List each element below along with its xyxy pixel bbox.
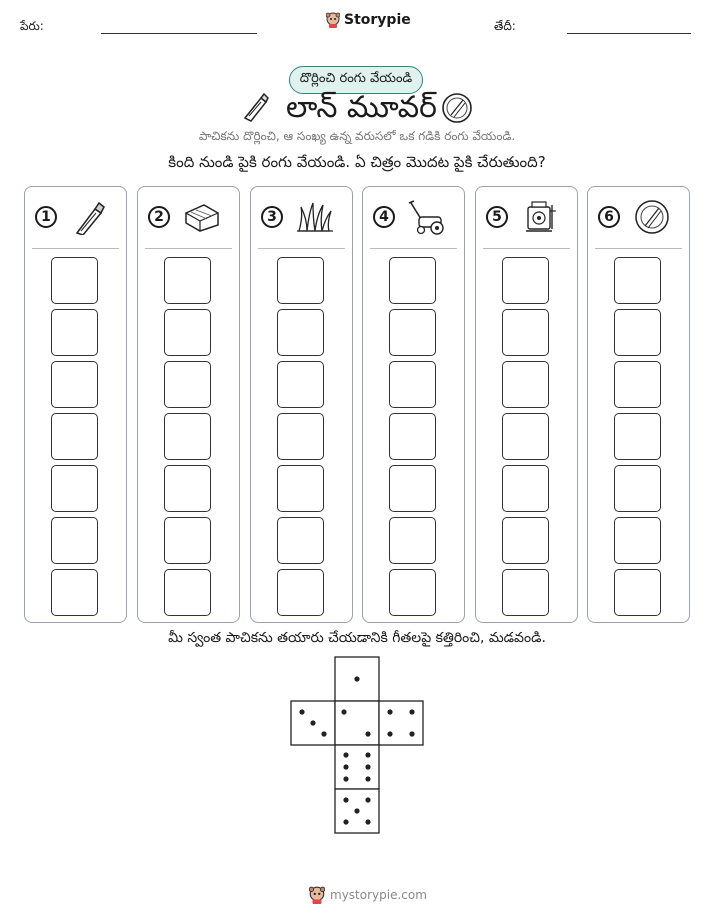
column-number: 2 [148, 206, 170, 228]
color-cell[interactable] [51, 413, 98, 460]
color-cell[interactable] [502, 465, 549, 512]
date-field[interactable] [567, 33, 691, 34]
brand-logo [326, 12, 411, 28]
column-1 [24, 186, 127, 623]
color-cell[interactable] [614, 569, 661, 616]
color-cell[interactable] [389, 517, 436, 564]
color-cell[interactable] [502, 569, 549, 616]
utility-knife-icon [69, 199, 109, 235]
utility-knife-icon [241, 92, 269, 122]
column-number: 3 [261, 206, 283, 228]
column-2 [137, 186, 240, 623]
color-cell[interactable] [389, 309, 436, 356]
color-cell[interactable] [51, 465, 98, 512]
instructions: పాచికను దొర్లించి, ఆ సంఖ్య ఉన్న వరుసలో ఒక గడికి రంగు వేయండి. [198, 129, 516, 143]
color-cell[interactable] [614, 361, 661, 408]
name-field[interactable] [101, 33, 257, 34]
die-face-6 [335, 745, 379, 789]
column-4 [362, 186, 465, 623]
color-cell[interactable] [51, 361, 98, 408]
color-cell[interactable] [277, 569, 324, 616]
color-cell[interactable] [389, 569, 436, 616]
color-cell[interactable] [502, 413, 549, 460]
color-cell[interactable] [51, 309, 98, 356]
color-cell[interactable] [502, 257, 549, 304]
turf-roll-icon [182, 199, 222, 235]
page-title: లాన్ మూవర్ [286, 90, 437, 125]
question: కింది నుండి పైకి రంగు వేయండి. ఏ చిత్రం మొదట పైకి చేరుతుంది? [168, 153, 546, 171]
color-cell[interactable] [389, 361, 436, 408]
activity-badge: దొర్లించి రంగు వేయండి [289, 66, 423, 94]
die-net [290, 656, 426, 836]
brand-name: Storypie [344, 12, 411, 28]
wood-log-icon [441, 92, 473, 124]
footer-url[interactable]: mystorypie.com [330, 888, 427, 902]
color-cell[interactable] [614, 413, 661, 460]
color-cell[interactable] [502, 517, 549, 564]
lawn-mower-icon [407, 199, 447, 235]
column-5 [475, 186, 578, 623]
column-number: 6 [598, 206, 620, 228]
column-number: 1 [35, 206, 57, 228]
footer [309, 886, 427, 904]
color-cell[interactable] [277, 309, 324, 356]
column-number: 5 [486, 206, 508, 228]
storypie-mascot-icon [309, 886, 325, 904]
color-cell[interactable] [164, 465, 211, 512]
color-cell[interactable] [277, 413, 324, 460]
die-face-4 [379, 701, 423, 745]
grass-icon [295, 199, 335, 235]
color-cell[interactable] [164, 361, 211, 408]
name-label: పేరు: [20, 19, 44, 33]
color-cell[interactable] [51, 257, 98, 304]
color-cell[interactable] [502, 309, 549, 356]
column-6 [587, 186, 690, 623]
color-cell[interactable] [164, 517, 211, 564]
color-cell[interactable] [389, 413, 436, 460]
die-face-2 [335, 701, 379, 745]
color-cell[interactable] [614, 517, 661, 564]
cut-instruction: మీ స్వంత పాచికను తయారు చేయడానికి గీతలపై కత్తిరించి, మడవండి. [168, 630, 546, 646]
color-cell[interactable] [164, 569, 211, 616]
wood-log-icon [632, 199, 672, 235]
color-cell[interactable] [164, 257, 211, 304]
color-cell[interactable] [277, 257, 324, 304]
column-number: 4 [373, 206, 395, 228]
color-cell[interactable] [277, 465, 324, 512]
color-cell[interactable] [614, 257, 661, 304]
date-label: తేదీ: [494, 19, 516, 33]
mower-engine-icon [520, 199, 560, 235]
color-cell[interactable] [614, 465, 661, 512]
color-cell[interactable] [389, 257, 436, 304]
color-cell[interactable] [277, 517, 324, 564]
color-cell[interactable] [51, 569, 98, 616]
color-cell[interactable] [277, 361, 324, 408]
column-3 [250, 186, 353, 623]
storypie-mascot-icon [326, 12, 340, 28]
color-cell[interactable] [389, 465, 436, 512]
color-cell[interactable] [614, 309, 661, 356]
color-cell[interactable] [164, 309, 211, 356]
color-cell[interactable] [164, 413, 211, 460]
color-cell[interactable] [502, 361, 549, 408]
color-cell[interactable] [51, 517, 98, 564]
